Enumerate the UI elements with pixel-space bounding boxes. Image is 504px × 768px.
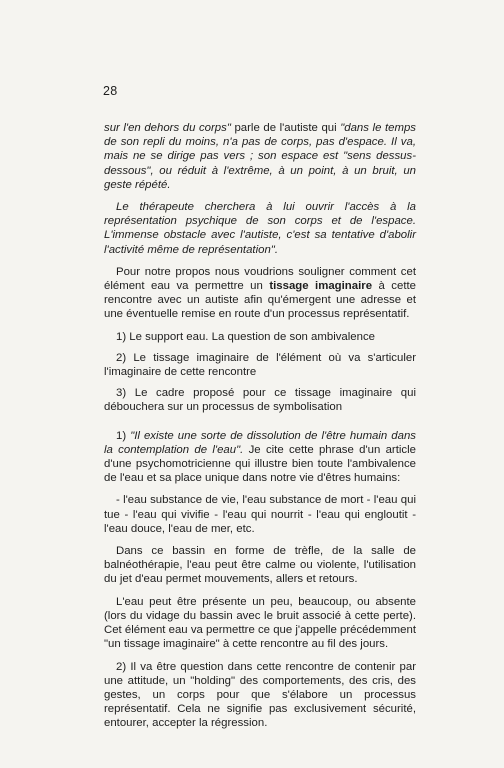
text-fragment: Pour notre propos nous voudrions souligner comment cet élément eau va permettre un [104, 265, 416, 293]
text-fragment: Je cite cette phrase d'un article d'une psychomotricienne qui illustre bien toute l'ambivalence de l'eau et sa place unique dans notre vie d'êtres humains: [104, 443, 416, 485]
paragraph-eau-substance: - l'eau substance de vie, l'eau substance de mort - l'eau qui tue - l'eau qui vivifie - l'eau qui nourrit - l'eau qui engloutit - l'eau douce, l'eau de mer, etc. [104, 494, 416, 535]
text-fragment: parle de l'autiste qui [230, 122, 341, 134]
paragraph-propos [104, 265, 416, 322]
bold-term: tissage imaginaire [269, 280, 373, 293]
paragraph-quote-autist [104, 121, 416, 192]
paragraph-therapist [104, 200, 416, 257]
quote-fragment: sur l'en dehors du corps" [104, 122, 231, 134]
quote-fragment: "dans le temps de son repli du moins, n'a pas de corps, pas d'espace. Il va, mais ne se dirige pas vers ; son espace est "sens dessus-dessous", ou réduit à l'extrême, à un point, à un bruit, un geste répété. [104, 122, 416, 191]
body-text [104, 121, 416, 739]
list-item-3: 3) Le cadre proposé pour ce tissage imaginaire qui débouchera sur un processus de symbolisation [104, 387, 416, 414]
paragraph-holding: 2) Il va être question dans cette rencontre de contenir par une attitude, un "holding" des comportements, des cris, des gestes, un corps pour que s'élabore un processus représentatif. Cela ne signifie pas exclusivement sécurité, entourer, accepter la régression. [104, 660, 416, 730]
text-fragment: à cette rencontre avec un autiste afin qu'émergent une adresse et une éventuelle remise en route d'un processus représentatif. [104, 280, 416, 321]
list-item-1: 1) Le support eau. La question de son ambivalence [116, 330, 375, 343]
quote-fragment: "Il existe une sorte de dissolution de l'être humain dans la contemplation de l'eau". [104, 429, 417, 456]
paragraph-dissolution [104, 429, 416, 486]
paragraph-bassin: Dans ce bassin en forme de trèfle, de la salle de balnéothérapie, l'eau peut être calme ou violente, l'utilisation du jet d'eau permet mouvements, allers et retours. [104, 545, 416, 586]
page-number: 28 [103, 84, 118, 98]
quote-fragment: Le thérapeute cherchera à lui ouvrir l'accès à la représentation psychique de son corps et de l'espace. L'immense obstacle avec l'autiste, c'est sa tentative d'abolir l'activité même de représentation". [104, 201, 416, 256]
text-fragment: 1) [116, 429, 131, 442]
list-item-2: 2) Le tissage imaginaire de l'élément où va s'articuler l'imaginaire de cette rencontre [104, 351, 416, 379]
paragraph-presence: L'eau peut être présente un peu, beaucoup, ou absente (lors du vidage du bassin avec le bruit associé à cette perte). Cet élément eau va permettre ce que j'appelle précédemment "un tissage imaginaire" à cette rencontre au fil des jours. [104, 595, 416, 651]
